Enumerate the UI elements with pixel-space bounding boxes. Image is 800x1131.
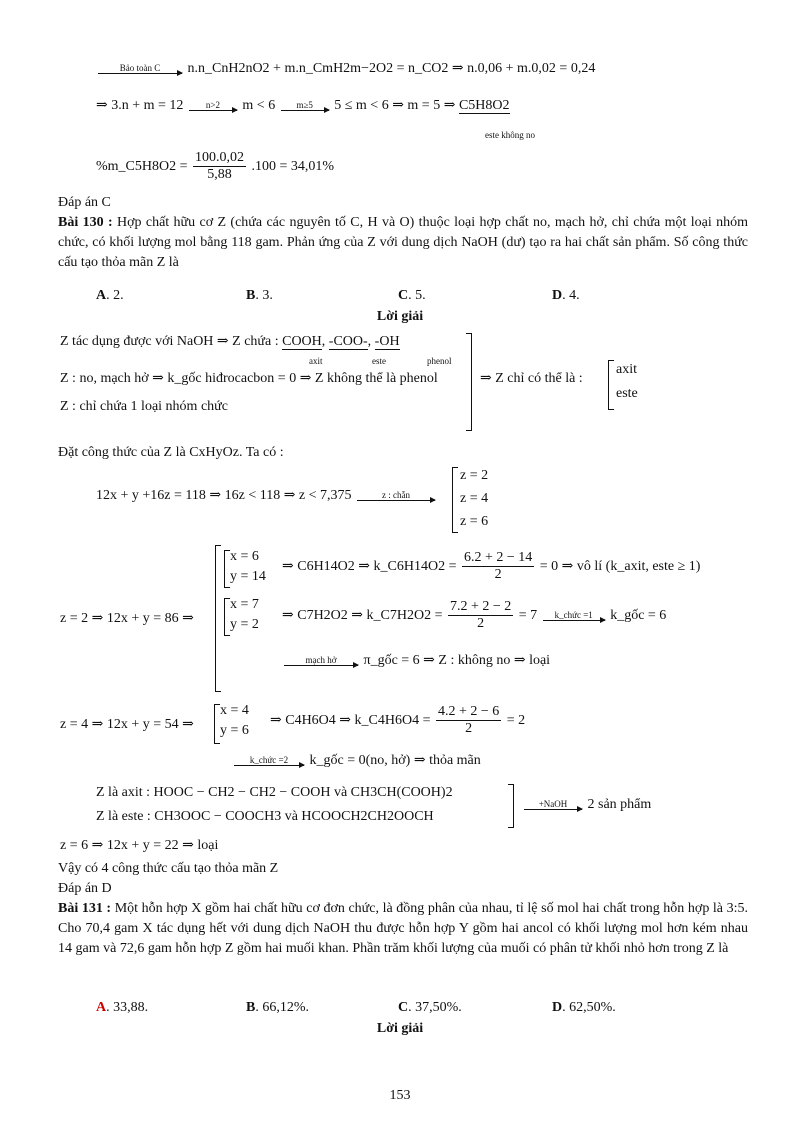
- equation-line-2: ⇒ 3.n + m = 12 n>2 m < 6 m≥5 5 ≤ m < 6 ⇒ m = 5 ⇒ C5H8O2: [96, 98, 510, 113]
- solution-130-line-3: Z : chỉ chứa 1 loại nhóm chức: [60, 399, 228, 414]
- equation-z6: z = 6 ⇒ 12x + y = 22 ⇒ loại: [60, 838, 219, 853]
- solution-label-131: Lời giải: [376, 1021, 424, 1036]
- option-130-c: C. 5.: [398, 288, 426, 303]
- option-131-c: C. 37,50%.: [398, 1000, 462, 1015]
- arrow-bao-toan-c: Bảo toàn C: [98, 63, 182, 74]
- equation-line-3: %m_C5H8O2 = $\frac{100.0,02}{5,88}$ .100 = 34,01%: [96, 150, 335, 183]
- document-page: Bảo toàn C n.n_CnH2nO2 + m.n_CmH2m−2O2 = n_CO2 ⇒ n.0,06 + m.0,02 = 0,24 ⇒ 3.n + m = 12 n>2 m < 6 m≥5 5 ≤ m < 6 ⇒ m = 5 ⇒ C5H8O2 este không no %m_C5H8O2 = $\frac{100.0,02}{5,88}$ .100 = 34,01% Đáp án C Bài 130 : Hợp chất hữu cơ Z (chứa các nguyên tố C, H và O) thuộc loại hợp chất no, mạch hở, chỉ chứa một loại nhóm chức, có khối lượng mol bằng 118 gam. Phản ứng của Z với dung dịch NaOH (dư) tạo ra hai chất sản phẩm. Số công thức cấu tạo thỏa mãn Z là A. 2. B. 3. C. 5. D. 4. Lời giải Z tác dụng được với NaOH ⇒ Z chứa : COOH, -COO-, -OH axit este phenol Z : no, mạch hở ⇒ k_gốc hiđrocacbon = 0 ⇒ Z không thể là phenol Z : chỉ chứa 1 loại nhóm chức ⇒ Z chỉ có thể là : axit este Đặt công thức của Z là CxHyOz. Ta có : 12x + y +16z = 118 ⇒ 16z < 118 ⇒ z < 7,375 z : chẵn z = 2 z = 4 z = 6 z = 2 ⇒ 12x + y = 86 ⇒ x = 6 y = 14 ⇒ C6H14O2 ⇒ k_C6H14O2 = $\frac{6.2 + 2 - 14}{2}$ = 0 ⇒ vô lí (k_axit, este ≥ 1) x = 7 y = 2 ⇒ C7H2O2 ⇒ k_C7H2O2 = $\frac{7.2 + 2 - 2}{2}$ = 7 k_chức =1 k_gốc = 6 mạch hở π_gốc = 6 ⇒ Z : không no ⇒ loại z = 4 ⇒ 12x + y = 54 ⇒ x = 4 y = 6 ⇒ C4H6O4 ⇒ k_C4H6O4 = $\frac{4.2 + 2 - 6}{2}$ = 2 k_chức =2 k_gốc = 0(no, hở) ⇒ thỏa mãn Z là axit : HOOC − CH2 − CH2 − COOH và CH3CH(COOH)2 Z là este : CH3OOC − COOCH3 và HCOOCH2CH2OOCH +NaOH 2 sản phẩm z = 6 ⇒ 12x + y = 22 ⇒ loại Vậy có 4 công thức cấu tạo thỏa mãn Z Đáp án D Bài 131 : Một hỗn hợp X gồm hai chất hữu cơ đơn chức, là đồng phân của nhau, tỉ lệ số mol hai chất trong hỗn hợp là 3:5. Cho 70,4 gam X tác dụng hết với dung dịch NaOH thu được hỗn hợp Y gồm hai ancol có khối lượng mol hơn kém nhau 14 gam và 72,6 gam hỗn hợp Z gồm hai muối khan. Phần trăm khối lượng của muối có phân tử khối nhỏ hơn trong Z là A. 33,88. B. 66,12%. C. 37,50%. D. 62,50%. Lời giải 153: [0, 0, 800, 1131]
- case-mach-ho: mạch hở π_gốc = 6 ⇒ Z : không no ⇒ loại: [282, 652, 550, 670]
- note-este-khong-no: este không no: [485, 130, 535, 140]
- case-k-goc: k_chức =2 k_gốc = 0(no, hở) ⇒ thỏa mãn: [232, 752, 481, 770]
- answer-prev: Đáp án C: [58, 195, 111, 210]
- case-c6h14o2: ⇒ C6H14O2 ⇒ k_C6H14O2 = $\frac{6.2 + 2 - 14}{2}$ = 0 ⇒ vô lí (k_axit, este ≥ 1): [282, 550, 701, 583]
- option-131-a: A. 33,88.: [96, 1000, 149, 1015]
- option-131-b: B. 66,12%.: [246, 1000, 310, 1015]
- answer-130: Đáp án D: [58, 881, 112, 896]
- solution-130-formula: Đặt công thức của Z là CxHyOz. Ta có :: [58, 445, 284, 460]
- brace-right-1: [466, 333, 472, 431]
- question-130: Bài 130 : Hợp chất hữu cơ Z (chứa các nguyên tố C, H và O) thuộc loại hợp chất no, mạch hở, chỉ chứa một loại nhóm chức, có khối lượng mol bằng 118 gam. Phản ứng của Z với dung dịch NaOH (dư) tạo ra hai chất sản phẩm. Số công thức cấu tạo thỏa mãn Z là: [58, 215, 749, 270]
- equation-z-range: 12x + y +16z = 118 ⇒ 16z < 118 ⇒ z < 7,375 z : chẵn: [96, 487, 437, 505]
- conclusion-axit-este: ⇒ Z chỉ có thể là :: [480, 371, 583, 386]
- case-c7h2o2: ⇒ C7H2O2 ⇒ k_C7H2O2 = $\frac{7.2 + 2 - 2}{2}$ = 7 k_chức =1 k_gốc = 6: [282, 599, 667, 632]
- equation-1-text: n.n_CnH2nO2 + m.n_CmH2m−2O2 = n_CO2 ⇒ n.0,06 + m.0,02 = 0,24: [187, 61, 596, 76]
- equation-z2: z = 2 ⇒ 12x + y = 86 ⇒: [60, 611, 194, 626]
- option-131-d: D. 62,50%.: [552, 1000, 616, 1015]
- formula-c5h8o2: C5H8O2: [458, 98, 510, 113]
- solution-130-line-1: Z tác dụng được với NaOH ⇒ Z chứa : COOH, -COO-, -OH: [60, 334, 400, 349]
- solution-130-line-2: Z : no, mạch hở ⇒ k_gốc hiđrocacbon = 0 ⇒ Z không thể là phenol: [60, 371, 438, 386]
- bracket-z2: [215, 545, 221, 692]
- naoh-products: +NaOH 2 sản phẩm: [522, 796, 651, 814]
- equation-z4: z = 4 ⇒ 12x + y = 54 ⇒: [60, 717, 194, 732]
- question-131: Bài 131 : Một hỗn hợp X gồm hai chất hữu cơ đơn chức, là đồng phân của nhau, tỉ lệ số mol hai chất trong hỗn hợp là 3:5. Cho 70,4 gam X tác dụng hết với dung dịch NaOH thu được hỗn hợp Y gồm hai ancol có khối lượng mol hơn kém nhau 14 gam và 72,6 gam hỗn hợp Z gồm hai muối khan. Phần trăm khối lượng của muối có phân tử khối nhỏ hơn trong Z là: [58, 901, 749, 956]
- bracket-axit-este: [608, 360, 614, 410]
- page-number: 153: [389, 1088, 411, 1103]
- option-130-b: B. 3.: [246, 288, 273, 303]
- conclusion-130: Vậy có 4 công thức cấu tạo thỏa mãn Z: [58, 861, 279, 876]
- z-axit-structures: Z là axit : HOOC − CH2 − CH2 − COOH và CH3CH(COOH)2: [96, 785, 453, 800]
- option-130-a: A. 2.: [96, 288, 124, 303]
- case-c4h6o4: ⇒ C4H6O4 ⇒ k_C4H6O4 = $\frac{4.2 + 2 - 6}{2}$ = 2: [270, 704, 526, 737]
- z-este-structures: Z là este : CH3OOC − COOCH3 và HCOOCH2CH2OOCH: [96, 809, 434, 824]
- equation-line-1: [96, 60, 595, 78]
- option-130-d: D. 4.: [552, 288, 580, 303]
- solution-label-130: Lời giải: [376, 309, 424, 324]
